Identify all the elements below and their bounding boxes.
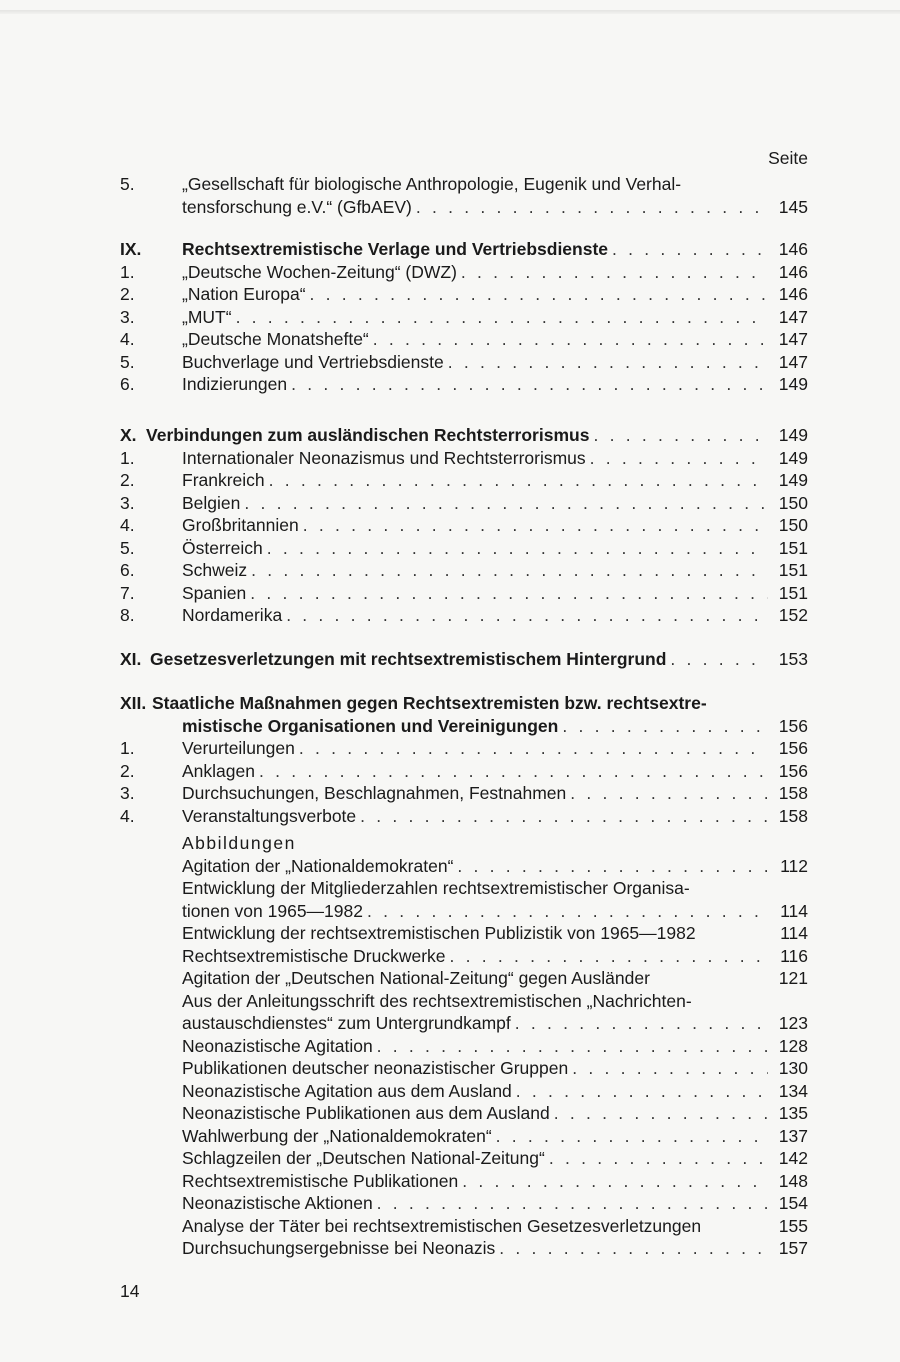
figure-title: Wahlwerbung der „Nationaldemokraten“ — [182, 1125, 492, 1146]
leader-dots — [299, 737, 768, 760]
leader-dots — [251, 559, 768, 582]
entry-number: 1. — [120, 261, 135, 282]
entry-page: 147 — [778, 329, 808, 349]
figure-page: 130 — [778, 1058, 808, 1078]
figure-page: 148 — [778, 1170, 808, 1191]
figure-entry — [182, 1237, 808, 1260]
toc-section-xi — [120, 648, 808, 671]
entry-title: Spanien — [182, 582, 247, 603]
entry-title: „Deutsche Monatshefte“ — [182, 329, 369, 349]
toc-item — [120, 283, 808, 306]
entry-title: Belgien — [182, 492, 241, 513]
figures-list — [120, 832, 808, 1260]
page-number: 14 — [120, 1281, 140, 1301]
entry-page: 151 — [778, 560, 808, 580]
leader-dots — [373, 328, 768, 351]
toc-item — [120, 782, 808, 805]
toc-item — [120, 328, 808, 351]
figure-page: 128 — [778, 1035, 808, 1056]
figure-page: 112 — [780, 855, 808, 876]
toc-section-x — [120, 424, 808, 627]
section-page: 156 — [778, 715, 808, 736]
figure-title: Rechtsextremistische Publikationen — [182, 1170, 459, 1191]
figure-title: Neonazistische Agitation aus dem Ausland — [182, 1080, 512, 1101]
entry-title: Verurteilungen — [182, 738, 295, 758]
entry-title: Anklagen — [182, 760, 255, 781]
figure-page: 135 — [778, 1103, 808, 1123]
figure-page: 137 — [778, 1125, 808, 1146]
figures-heading: Abbildungen — [182, 833, 296, 853]
toc-item — [120, 469, 808, 492]
figure-title: Schlagzeilen der „Deutschen National-Zeitung“ — [182, 1148, 545, 1168]
section-page: 146 — [778, 239, 808, 259]
toc-item — [120, 737, 808, 760]
leader-dots — [450, 945, 768, 968]
figure-entry — [182, 1080, 808, 1103]
leader-dots — [250, 582, 768, 605]
toc-section-xii — [120, 692, 808, 827]
figure-title: Entwicklung der rechtsextremistischen Publizistik von 1965—1982 — [182, 923, 696, 943]
figure-title: Agitation der „Deutschen National-Zeitung“ gegen Ausländer — [182, 968, 650, 988]
entry-title: Indizierungen — [182, 374, 288, 394]
leader-dots — [590, 447, 768, 470]
figure-entry — [182, 990, 808, 1013]
scan-edge — [0, 10, 900, 14]
entry-number: 5. — [120, 174, 135, 194]
leader-dots — [612, 238, 768, 261]
figure-title: Rechtsextremistische Druckwerke — [182, 945, 446, 966]
figure-title-cont: tionen von 1965—1982 — [182, 900, 363, 921]
entry-title: Veranstaltungsverbote — [182, 805, 357, 826]
figure-entry — [182, 1192, 808, 1215]
figure-entry — [182, 1057, 808, 1080]
entry-title: Großbritannien — [182, 515, 299, 535]
figure-page: 123 — [778, 1013, 808, 1033]
entry-number: 2. — [120, 284, 135, 304]
toc-item — [120, 373, 808, 396]
leader-dots — [554, 1102, 768, 1125]
figure-entry — [182, 1215, 808, 1238]
toc-item — [120, 559, 808, 582]
entry-page: 150 — [778, 492, 808, 513]
entry-number: 2. — [120, 760, 135, 781]
section-page: 153 — [778, 649, 808, 669]
leader-dots — [236, 306, 768, 329]
entry-page: 151 — [778, 537, 808, 558]
entry-title: Schweiz — [182, 560, 248, 580]
figure-page: 116 — [780, 945, 808, 966]
section-page: 149 — [778, 425, 808, 445]
leader-dots — [303, 514, 768, 537]
entry-page: 146 — [778, 284, 808, 304]
section-roman: IX. — [120, 239, 142, 259]
leader-dots — [367, 900, 768, 923]
entry-title: „Gesellschaft für biologische Anthropologie, Eugenik und Verhal- — [182, 174, 682, 194]
entry-title: Durchsuchungen, Beschlagnahmen, Festnahmen — [182, 783, 567, 803]
leader-dots — [593, 424, 768, 447]
entry-number: 7. — [120, 582, 135, 603]
figure-title: Aus der Anleitungsschrift des rechtsextremistischen „Nachrichten- — [182, 990, 692, 1011]
figure-entry — [182, 1147, 808, 1170]
leader-dots — [377, 1035, 768, 1058]
leader-dots — [310, 283, 768, 306]
toc-item — [120, 760, 808, 783]
leader-dots — [549, 1147, 768, 1170]
toc-item — [120, 447, 808, 470]
leader-dots — [516, 1080, 768, 1103]
entry-page: 149 — [778, 374, 808, 394]
figure-entry — [182, 877, 808, 900]
leader-dots — [515, 1012, 768, 1035]
entry-page: 149 — [778, 470, 808, 490]
section-title: Gesetzesverletzungen mit rechtsextremistischem Hintergrund — [150, 649, 667, 669]
leader-dots — [259, 760, 768, 783]
figure-title: Agitation der „Nationaldemokraten“ — [182, 855, 454, 876]
leader-dots — [448, 351, 768, 374]
leader-dots — [360, 805, 768, 828]
leader-dots — [462, 1170, 768, 1193]
section-title-cont: mistische Organisationen und Vereinigungen — [182, 715, 559, 736]
entry-number: 6. — [120, 560, 135, 580]
entry-title: Internationaler Neonazismus und Rechtsterrorismus — [182, 447, 586, 468]
leader-dots — [244, 492, 768, 515]
entry-title: Nordamerika — [182, 605, 283, 625]
entry-page: 156 — [778, 738, 808, 758]
entry-number: 1. — [120, 447, 135, 468]
entry-title: Buchverlage und Vertriebsdienste — [182, 351, 444, 372]
figure-entry — [182, 1035, 808, 1058]
entry-number: 5. — [120, 351, 135, 372]
entry-title: Frankreich — [182, 470, 265, 490]
entry-page: 158 — [778, 805, 808, 826]
entry-number: 8. — [120, 605, 135, 625]
entry-number: 5. — [120, 537, 135, 558]
leader-dots — [499, 1237, 768, 1260]
toc-entry-v5 — [120, 173, 808, 218]
entry-page: 151 — [778, 582, 808, 603]
leader-dots — [269, 469, 768, 492]
toc-item — [120, 351, 808, 374]
figure-page: 154 — [778, 1193, 808, 1213]
leader-dots — [496, 1125, 768, 1148]
figure-page: 134 — [778, 1080, 808, 1101]
figure-title: Analyse der Täter bei rechtsextremistischen Gesetzesverletzungen — [182, 1215, 702, 1236]
figure-entry-cont — [182, 1012, 808, 1035]
entry-page: 150 — [778, 515, 808, 535]
entry-number: 3. — [120, 783, 135, 803]
entry-title: „MUT“ — [182, 306, 232, 327]
leader-dots — [461, 261, 768, 284]
section-roman: XII. — [120, 693, 147, 713]
entry-page: 156 — [778, 760, 808, 781]
figure-title: Neonazistische Agitation — [182, 1035, 373, 1056]
entry-page: 146 — [778, 261, 808, 282]
section-title: Verbindungen zum ausländischen Rechtsterrorismus — [146, 425, 590, 445]
toc-item — [120, 492, 808, 515]
entry-number: 1. — [120, 738, 135, 758]
figure-entry — [182, 855, 808, 878]
entry-number: 6. — [120, 374, 135, 394]
section-title: Rechtsextremistische Verlage und Vertriebsdienste — [182, 239, 609, 259]
toc-item — [120, 306, 808, 329]
entry-number: 2. — [120, 470, 135, 490]
leader-dots — [570, 782, 768, 805]
entry-page: 147 — [778, 306, 808, 327]
toc-item — [120, 805, 808, 828]
figure-page: 157 — [778, 1238, 808, 1258]
figure-page: 114 — [780, 900, 808, 921]
leader-dots — [377, 1192, 768, 1215]
entry-number: 4. — [120, 515, 135, 535]
entry-title: „Deutsche Wochen-Zeitung“ (DWZ) — [182, 261, 457, 282]
section-roman: XI. — [120, 649, 142, 669]
section-roman: X. — [120, 425, 137, 445]
toc-item — [120, 604, 808, 627]
entry-number: 4. — [120, 329, 135, 349]
figure-entry — [182, 1102, 808, 1125]
leader-dots — [562, 715, 768, 738]
entry-title: „Nation Europa“ — [182, 284, 306, 304]
figure-entry — [182, 945, 808, 968]
entry-page: 149 — [778, 447, 808, 468]
figure-entry — [182, 922, 808, 945]
entry-number: 3. — [120, 492, 135, 513]
figure-entry — [182, 1125, 808, 1148]
leader-dots — [572, 1057, 768, 1080]
leader-dots — [291, 373, 768, 396]
figure-page: 121 — [778, 968, 808, 988]
leader-dots — [286, 604, 768, 627]
leader-dots — [670, 648, 768, 671]
figure-title: Publikationen deutscher neonazistischer Gruppen — [182, 1058, 569, 1078]
figure-title-cont: austauschdienstes“ zum Untergrundkampf — [182, 1013, 511, 1033]
leader-dots — [416, 196, 768, 219]
entry-page: 145 — [778, 196, 808, 217]
section-title: Staatliche Maßnahmen gegen Rechtsextremisten bzw. rechtsextre- — [152, 693, 707, 713]
toc-item — [120, 514, 808, 537]
entry-page: 147 — [778, 351, 808, 372]
figure-title: Neonazistische Publikationen aus dem Ausland — [182, 1103, 550, 1123]
entry-page: 158 — [778, 783, 808, 803]
figure-page: 155 — [778, 1215, 808, 1236]
toc-item — [120, 261, 808, 284]
figure-title: Neonazistische Aktionen — [182, 1193, 373, 1213]
figure-entry — [182, 967, 808, 990]
toc-item — [120, 537, 808, 560]
figure-title: Durchsuchungsergebnisse bei Neonazis — [182, 1238, 496, 1258]
entry-page: 152 — [778, 605, 808, 625]
toc-section-ix — [120, 238, 808, 396]
figure-title: Entwicklung der Mitgliederzahlen rechtsextremistischer Organisa- — [182, 878, 690, 898]
entry-number: 4. — [120, 805, 135, 826]
leader-dots — [267, 537, 768, 560]
leader-dots — [457, 855, 768, 878]
figure-page: 114 — [780, 923, 808, 943]
entry-number: 3. — [120, 306, 135, 327]
figure-entry — [182, 1170, 808, 1193]
figure-page: 142 — [778, 1148, 808, 1168]
page-column-header: Seite — [768, 148, 808, 168]
toc-item — [120, 582, 808, 605]
figure-entry-cont — [182, 900, 808, 923]
entry-title: Österreich — [182, 537, 263, 558]
entry-title-cont: tensforschung e.V.“ (GfbAEV) — [182, 196, 412, 217]
